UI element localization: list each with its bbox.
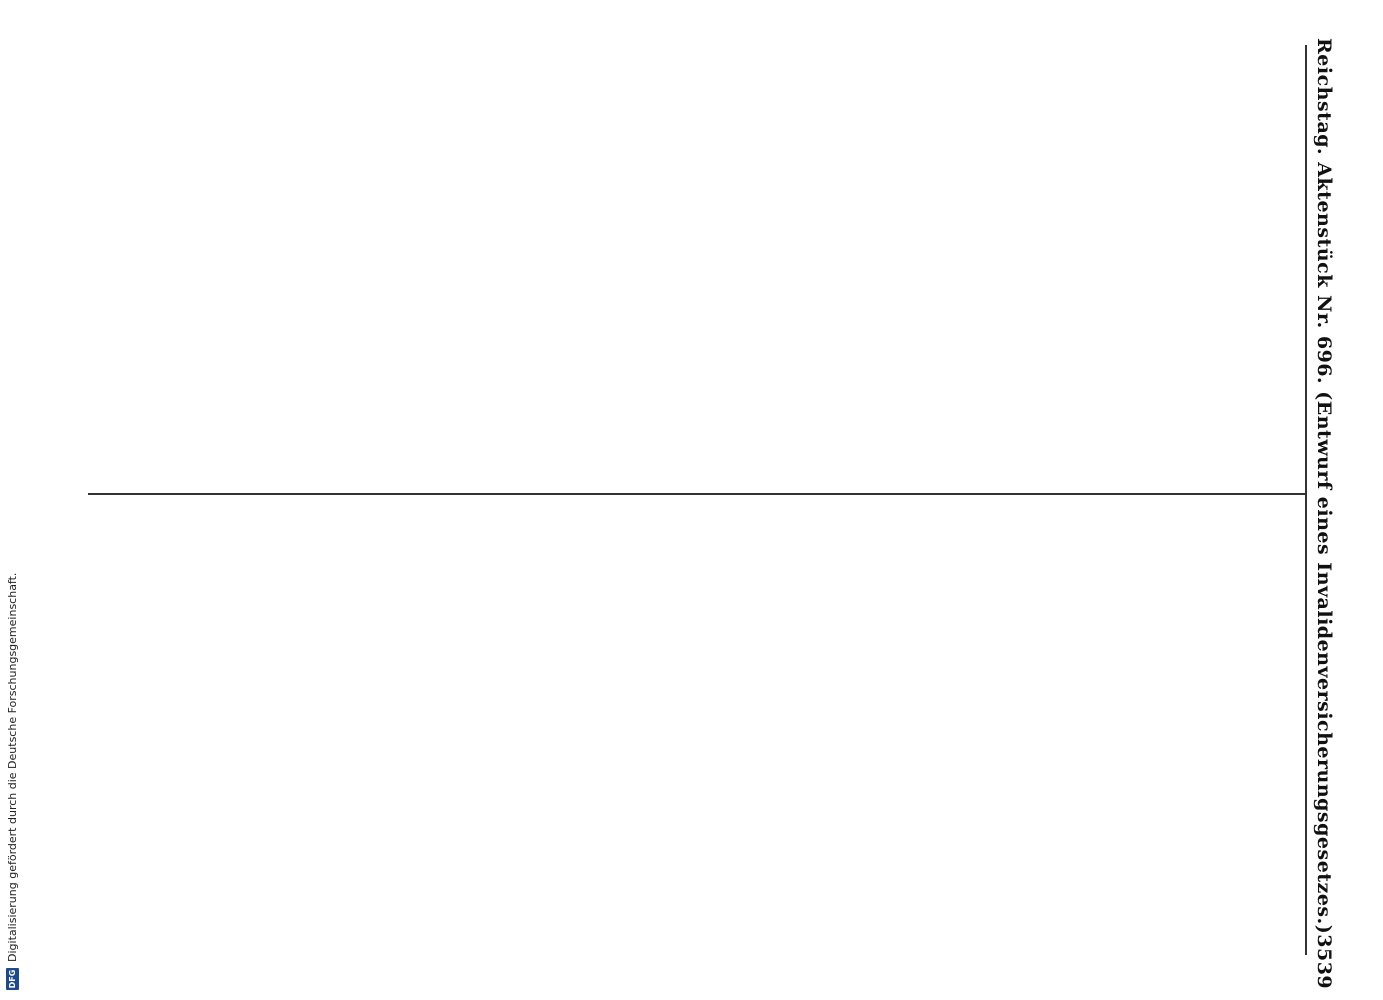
- text-column-1-body: [92, 52, 1300, 486]
- digitization-credit-strip: [0, 0, 24, 1000]
- document-page: [48, 0, 1338, 1000]
- page-number: 3539: [1313, 934, 1335, 990]
- text-column-2: [92, 502, 1300, 950]
- header-rule: [1305, 45, 1307, 955]
- text-column-2-body: [92, 502, 1300, 950]
- digitization-credit-text: Digitalisierung gefördert durch die Deutsche Forschungsgemeinschaft.: [5, 572, 19, 962]
- digitization-credit: [0, 0, 24, 1000]
- running-header-title: Reichstag. Aktenstück Nr. 696. (Entwurf eines Invalidenversicherungsgesetzes.): [1313, 38, 1335, 935]
- running-header: [1310, 0, 1338, 1000]
- dfg-logo-icon: DFG: [7, 969, 17, 989]
- column-divider: [88, 493, 1306, 495]
- text-column-1: [92, 52, 1300, 486]
